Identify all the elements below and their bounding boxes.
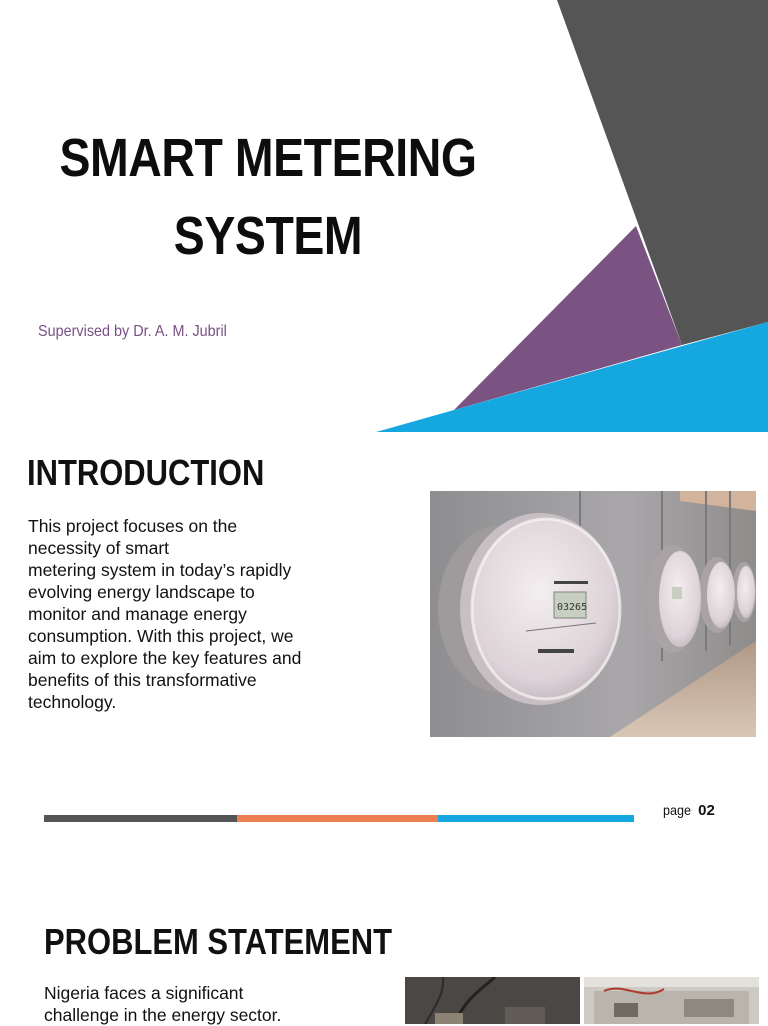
introduction-heading: INTRODUCTION <box>27 452 265 493</box>
meter-reading-text: 03265 <box>557 602 588 613</box>
text-line: monitor and manage energy <box>28 604 247 624</box>
supervisor-credit: Supervised by Dr. A. M. Jubril <box>38 323 227 340</box>
smart-meters-photo <box>430 491 756 737</box>
text-line: evolving energy landscape to <box>28 582 255 602</box>
text-line: This project focuses on the <box>28 516 238 536</box>
text-line: Nigeria faces a significant <box>44 983 244 1003</box>
wiring-photo <box>405 977 580 1024</box>
divider-segment-gray <box>44 815 237 822</box>
cover-title-line-1: SMART METERING <box>59 128 477 188</box>
text-line: benefits of this transformative <box>28 670 257 690</box>
text-line: metering system in today’s rapidly <box>28 560 292 580</box>
text-line: aim to explore the key features and <box>28 648 302 668</box>
meter-box-photo <box>584 977 759 1024</box>
text-line: necessity of smart <box>28 538 170 558</box>
cover-title-line-2: SYSTEM <box>173 206 363 266</box>
divider-segment-orange <box>237 815 438 822</box>
problem-statement-heading: PROBLEM STATEMENT <box>44 921 393 962</box>
problem-statement-text <box>44 982 304 1026</box>
text-line: challenge in the energy sector. <box>44 1005 282 1025</box>
page-number-value: 02 <box>698 802 715 819</box>
introduction-text <box>28 515 333 713</box>
text-line: consumption. With this project, we <box>28 626 294 646</box>
page-number <box>663 802 715 819</box>
divider-segment-blue <box>438 815 634 822</box>
text-line: technology. <box>28 692 117 712</box>
page-label: page <box>663 802 692 818</box>
